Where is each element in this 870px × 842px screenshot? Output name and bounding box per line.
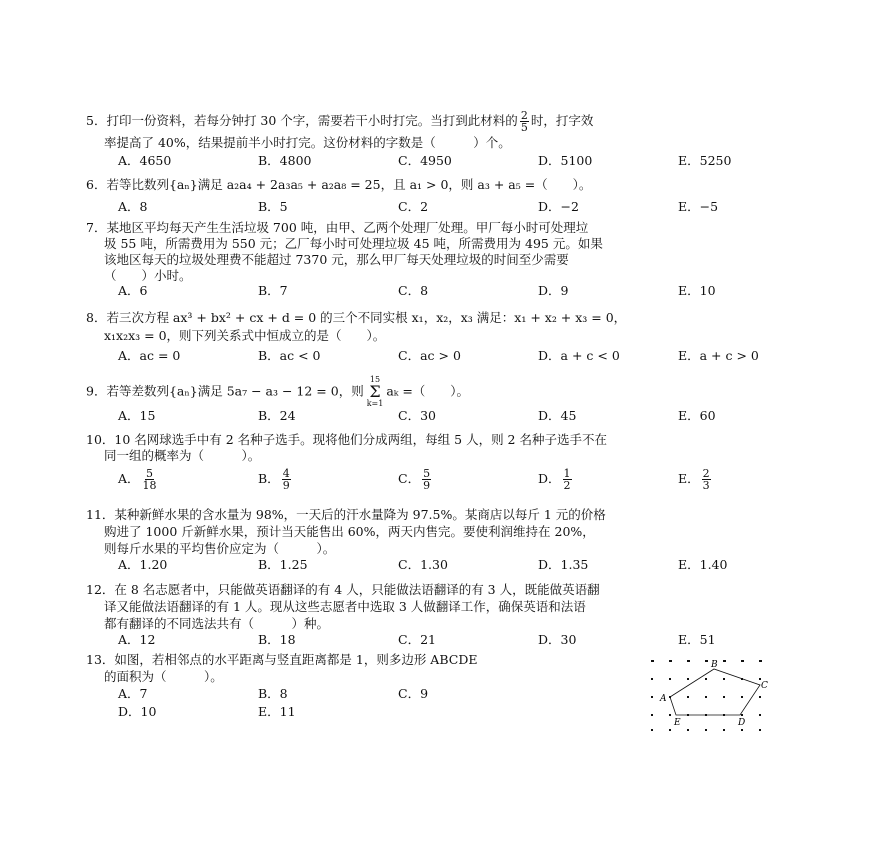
q12-option-c[interactable]: C．21 — [398, 632, 436, 647]
q13-label-b: B — [711, 660, 718, 670]
q13-label-e: E — [674, 718, 681, 728]
q6-option-b[interactable]: B．5 — [258, 199, 288, 214]
q9-sum-upper: 15 — [369, 375, 381, 384]
q10-option-e[interactable] — [678, 468, 713, 491]
q9-text-part2: aₖ =（ ）。 — [386, 383, 470, 399]
q10-option-e-label: E． — [678, 471, 700, 486]
q8-line2: x₁x₂x₃ = 0，则下列关系式中恒成立的是（ ）。 — [104, 328, 386, 343]
q11-option-d[interactable]: D．1.35 — [538, 557, 589, 572]
q10-option-c-fraction — [422, 468, 431, 491]
q11-option-b[interactable]: B．1.25 — [258, 557, 308, 572]
q10-b-den: 9 — [282, 479, 290, 492]
q6-option-c[interactable]: C．2 — [398, 199, 429, 214]
q10-option-b-fraction — [282, 468, 291, 491]
sigma-icon: Σ — [369, 382, 381, 401]
q5-fraction — [520, 110, 529, 133]
q9-sum-symbol — [367, 376, 384, 408]
q10-option-a-fraction — [142, 468, 158, 491]
q10-a-den: 18 — [142, 479, 157, 492]
q10-c-den: 9 — [423, 479, 431, 492]
q6-option-a[interactable]: A．8 — [118, 199, 148, 214]
q10-option-d-fraction — [563, 468, 572, 491]
q12-option-b[interactable]: B．18 — [258, 632, 296, 647]
q9-option-b[interactable]: B．24 — [258, 408, 296, 423]
q6-option-d[interactable]: D．−2 — [538, 199, 579, 214]
q10-option-b[interactable] — [258, 468, 293, 491]
q11-line1: 11．某种新鲜水果的含水量为 98%，一天后的汗水量降为 97.5%。某商店以每斤 1 元的价格 — [86, 507, 606, 522]
q5-option-d[interactable]: D．5100 — [538, 153, 593, 168]
q5-frac-den: 5 — [520, 121, 528, 134]
q6-text: 6．若等比数列{aₙ}满足 a₂a₄ + 2a₃a₅ + a₂a₈ = 25，且 a₁ > 0，则 a₃ + a₅ =（ ）。 — [86, 177, 592, 192]
q8-option-d[interactable]: D．a + c < 0 — [538, 348, 620, 363]
q9-option-c[interactable]: C．30 — [398, 408, 436, 423]
q13-line1: 13．如图，若相邻点的水平距离与竖直距离都是 1，则多边形 ABCDE — [86, 652, 478, 667]
q10-e-num: 2 — [702, 467, 710, 480]
q12-option-a[interactable]: A．12 — [118, 632, 156, 647]
q8-line1: 8．若三次方程 ax³ + bx² + cx + d = 0 的三个不同实根 x₁，x₂，x₃ 满足：x₁ + x₂ + x₃ = 0， — [86, 310, 627, 325]
q8-option-e[interactable]: E．a + c > 0 — [678, 348, 759, 363]
q5-option-b[interactable]: B．4800 — [258, 153, 312, 168]
q13-line2: 的面积为（ ）。 — [104, 669, 223, 684]
q5-text-part2: 时，打字效 — [530, 113, 594, 128]
q7-line2: 圾 55 吨，所需费用为 550 元；乙厂每小时可处理垃圾 45 吨，所需费用为 495 元。如果 — [104, 236, 603, 251]
q10-option-a-label: A． — [118, 471, 140, 486]
q13-figure — [648, 655, 768, 735]
q9-text-part1: 9．若等差数列{aₙ}满足 5a₇ − a₃ − 12 = 0，则 — [86, 383, 364, 399]
q10-d-num: 1 — [563, 467, 571, 480]
q12-option-e[interactable]: E．51 — [678, 632, 716, 647]
q10-option-d[interactable] — [538, 468, 574, 491]
q10-a-num: 5 — [146, 467, 154, 480]
q9-text — [86, 376, 469, 408]
q13-option-b[interactable]: B．8 — [258, 686, 288, 701]
q9-sum-lower: k=1 — [366, 399, 384, 408]
q13-label-a: A — [660, 694, 667, 704]
q12-line1: 12．在 8 名志愿者中，只能做英语翻译的有 4 人，只能做法语翻译的有 3 人，既能做英语翻 — [86, 582, 600, 597]
q11-option-a[interactable]: A．1.20 — [118, 557, 168, 572]
q10-option-b-label: B． — [258, 471, 280, 486]
q11-line2: 购进了 1000 斤新鲜水果，预计当天能售出 60%，两天内售完。要使利润维持在 20%， — [104, 524, 595, 539]
q5-line1 — [86, 110, 593, 133]
q5-text-part1: 5．打印一份资料，若每分钟打 30 个字，需要若干小时打完。当打到此材料的 — [86, 113, 518, 128]
q13-option-d[interactable]: D．10 — [118, 704, 157, 719]
q13-option-a[interactable]: A．7 — [118, 686, 148, 701]
q5-option-e[interactable]: E．5250 — [678, 153, 732, 168]
q7-line3: 该地区每天的垃圾处理费不能超过 7370 元，那么甲厂每天处理垃圾的时间至少需要 — [104, 252, 569, 267]
q13-dot-grid — [651, 660, 762, 731]
q12-option-d[interactable]: D．30 — [538, 632, 577, 647]
q5-frac-num: 2 — [520, 109, 528, 122]
q8-option-c[interactable]: C．ac > 0 — [398, 348, 461, 363]
q10-b-num: 4 — [282, 467, 290, 480]
q5-option-c[interactable]: C．4950 — [398, 153, 452, 168]
q8-option-a[interactable]: A．ac = 0 — [118, 348, 181, 363]
q7-option-a[interactable]: A．6 — [118, 283, 148, 298]
q11-option-c[interactable]: C．1.30 — [398, 557, 448, 572]
q12-line3: 都有翻译的不同选法共有（ ）种。 — [104, 616, 330, 631]
q9-option-d[interactable]: D．45 — [538, 408, 577, 423]
q8-option-b[interactable]: B．ac < 0 — [258, 348, 321, 363]
q10-line2: 同一组的概率为（ ）。 — [104, 448, 261, 463]
q10-c-num: 5 — [423, 467, 431, 480]
q6-option-e[interactable]: E．−5 — [678, 199, 719, 214]
q10-line1: 10．10 名网球选手中有 2 名种子选手。现将他们分成两组，每组 5 人，则 2 名种子选手不在 — [86, 432, 607, 447]
q5-line2: 率提高了 40%，结果提前半小时打完。这份材料的字数是（ ）个。 — [104, 135, 511, 150]
q10-option-c-label: C． — [398, 471, 421, 486]
q10-option-c[interactable] — [398, 468, 433, 491]
q10-option-e-fraction — [702, 468, 711, 491]
q13-polygon-abcde — [670, 669, 760, 715]
q12-line2: 译又能做法语翻译的有 1 人。现从这些志愿者中选取 3 人做翻译工作，确保英语和法语 — [104, 599, 586, 614]
q13-option-e[interactable]: E．11 — [258, 704, 296, 719]
q9-option-a[interactable]: A．15 — [118, 408, 156, 423]
q7-option-e[interactable]: E．10 — [678, 283, 716, 298]
q13-label-d: D — [738, 718, 746, 728]
q13-option-c[interactable]: C．9 — [398, 686, 429, 701]
q10-d-den: 2 — [563, 479, 571, 492]
q13-label-c: C — [761, 681, 768, 691]
q10-option-d-label: D． — [538, 471, 561, 486]
q10-option-a[interactable] — [118, 468, 160, 491]
q10-e-den: 3 — [702, 479, 710, 492]
q11-option-e[interactable]: E．1.40 — [678, 557, 728, 572]
q7-line1: 7．某地区平均每天产生生活垃圾 700 吨，由甲、乙两个处理厂处理。甲厂每小时可处理垃 — [86, 220, 589, 235]
q11-line3: 则每斤水果的平均售价应定为（ ）。 — [104, 541, 336, 556]
q5-option-a[interactable]: A．4650 — [118, 153, 172, 168]
q9-option-e[interactable]: E．60 — [678, 408, 716, 423]
q7-option-d[interactable]: D．9 — [538, 283, 569, 298]
q7-option-c[interactable]: C．8 — [398, 283, 429, 298]
q7-option-b[interactable]: B．7 — [258, 283, 288, 298]
q7-line4: （ ）小时。 — [104, 268, 192, 283]
